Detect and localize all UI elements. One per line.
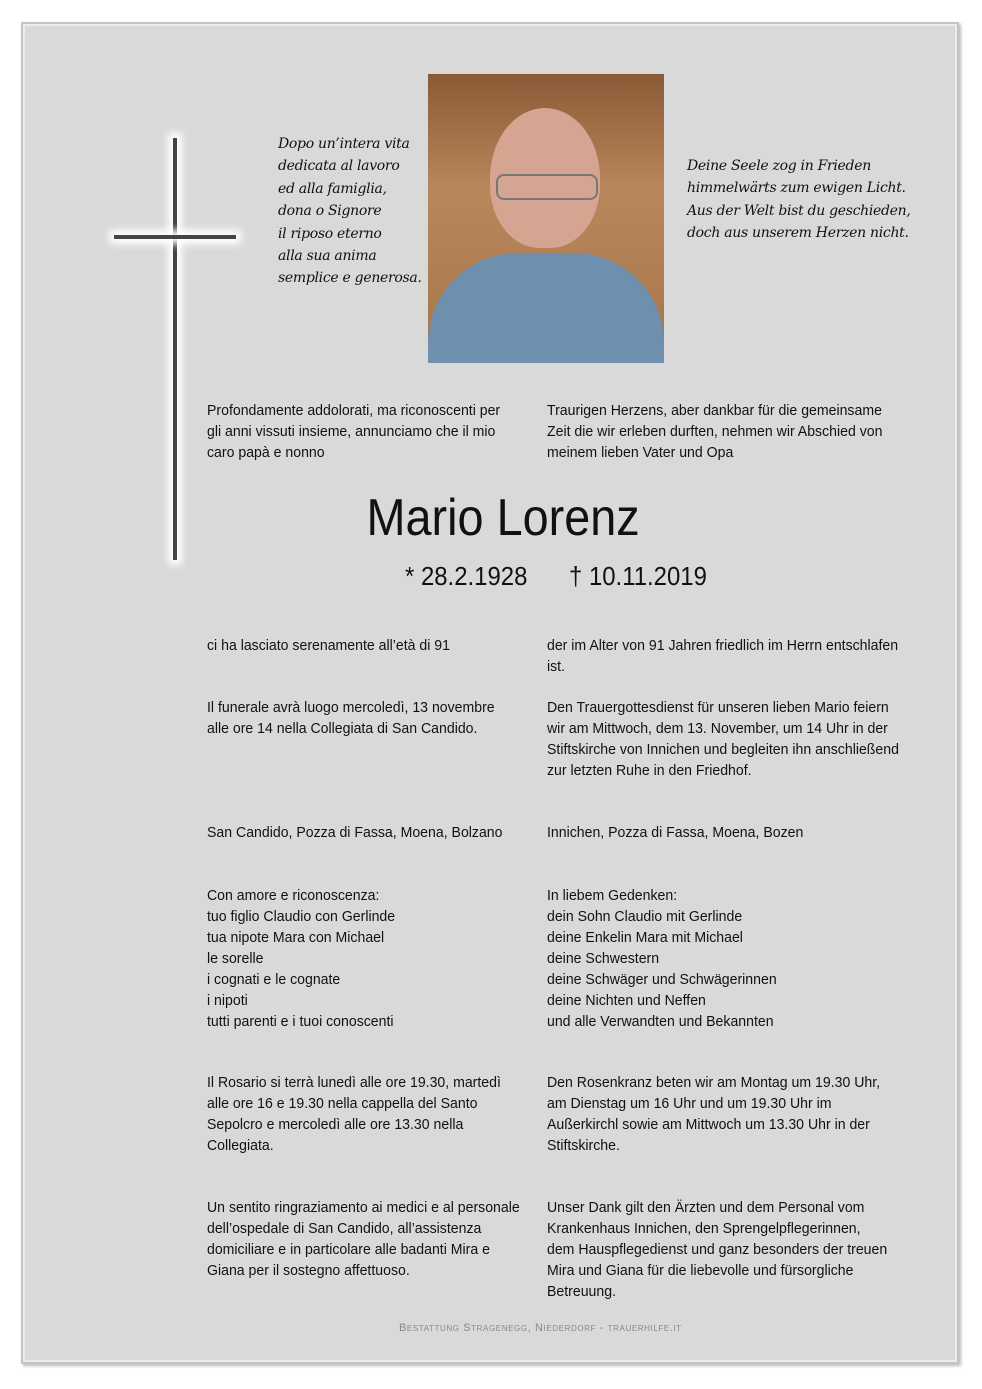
text-line: am Dienstag um 16 Uhr und um 19.30 Uhr im <box>547 1095 832 1112</box>
right-paragraph <box>547 635 898 677</box>
text-line: ist. <box>547 658 566 675</box>
text-line: alle ore 14 nella Collegiata di San Candido. <box>207 720 478 737</box>
text-line: domiciliare e in particolare alle badanti Mira e <box>207 1241 490 1258</box>
poem-italian <box>278 133 422 290</box>
poem_it-line: Dopo un’intera vita <box>278 136 410 152</box>
poem_it-line: dedicata al lavoro <box>278 158 400 175</box>
text-line: gli anni vissuti insieme, annunciamo che il mio <box>207 423 496 440</box>
left-paragraph <box>207 822 502 843</box>
text-line: dem Hauspflegedienst und ganz besonders der treuen <box>547 1241 888 1258</box>
text-line: Stiftskirche von Innichen und begleiten ihn anschließend <box>547 741 899 758</box>
poem_it-line: il riposo eterno <box>278 225 382 242</box>
poem_it-line: semplice e generosa. <box>278 270 422 287</box>
text-line: le sorelle <box>207 950 264 967</box>
text-line: tua nipote Mara con Michael <box>207 929 385 946</box>
text-line: Con amore e riconoscenza: <box>207 887 380 904</box>
text-line: Unser Dank gilt den Ärzten und dem Personal vom <box>547 1199 865 1216</box>
left-paragraph <box>207 635 450 656</box>
text-line: i nipoti <box>207 992 248 1009</box>
text-line: San Candido, Pozza di Fassa, Moena, Bolzano <box>207 824 503 841</box>
death-date: † 10.11.2019 <box>569 561 707 591</box>
right-paragraph <box>547 885 777 1032</box>
left-paragraph <box>207 885 395 1032</box>
text-line: deine Schwestern <box>547 950 660 967</box>
left-paragraph <box>207 697 495 739</box>
text-line: zur letzten Ruhe in den Friedhof. <box>547 762 752 779</box>
text-line: Il funerale avrà luogo mercoledì, 13 novembre <box>207 699 495 716</box>
text-line: Mira und Giana für die liebevolle und fürsorgliche <box>547 1262 854 1279</box>
deceased-name: Mario Lorenz <box>366 489 640 547</box>
text-line: Un sentito ringraziamento ai medici e al personale <box>207 1199 520 1216</box>
birth-date: * 28.2.1928 <box>405 561 528 591</box>
poem_it-line: ed alla famiglia, <box>278 180 387 197</box>
text-line: deine Enkelin Mara mit Michael <box>547 929 743 946</box>
text-line: Betreuung. <box>547 1283 616 1300</box>
right-paragraph <box>547 822 803 843</box>
right-paragraph <box>547 697 899 781</box>
text-line: Innichen, Pozza di Fassa, Moena, Bozen <box>547 824 804 841</box>
text-line: Krankenhaus Innichen, den Sprengelpflegerinnen, <box>547 1220 861 1237</box>
text-line: Zeit die wir erleben durften, nehmen wir Abschied von <box>547 423 883 440</box>
left-paragraph <box>207 400 500 463</box>
text-line: ci ha lasciato serenamente all’età di 91 <box>207 637 450 654</box>
text-line: In liebem Gedenken: <box>547 887 678 904</box>
text-line: i cognati e le cognate <box>207 971 341 988</box>
poem_de-line: Deine Seele zog in Frieden <box>687 158 871 174</box>
text-line: Il Rosario si terrà lunedì alle ore 19.30, martedì <box>207 1074 501 1091</box>
poem_de-line: doch aus unserem Herzen nicht. <box>687 225 909 242</box>
text-line: Traurigen Herzens, aber dankbar für die gemeinsame <box>547 402 882 419</box>
right-paragraph <box>547 1197 887 1302</box>
text-line: Giana per il sostegno affettuoso. <box>207 1262 410 1279</box>
poem_de-line: Aus der Welt bist du geschieden, <box>687 202 911 219</box>
text-line: dein Sohn Claudio mit Gerlinde <box>547 908 743 925</box>
text-line: Collegiata. <box>207 1137 274 1154</box>
text-line: deine Nichten und Neffen <box>547 992 706 1009</box>
text-line: deine Schwäger und Schwägerinnen <box>547 971 777 988</box>
right-paragraph <box>547 1072 880 1156</box>
text-line: Den Trauergottesdienst für unseren lieben Mario feiern <box>547 699 889 716</box>
text-line: caro papà e nonno <box>207 444 325 461</box>
poem-german <box>687 155 911 245</box>
right-paragraph <box>547 400 882 463</box>
text-line: alle ore 16 e 19.30 nella cappella del Santo <box>207 1095 478 1112</box>
portrait-photo <box>428 74 664 363</box>
text-line: und alle Verwandten und Bekannten <box>547 1013 774 1030</box>
text-line: Profondamente addolorati, ma riconoscenti per <box>207 402 501 419</box>
text-line: Den Rosenkranz beten wir am Montag um 19.30 Uhr, <box>547 1074 881 1091</box>
text-line: tuo figlio Claudio con Gerlinde <box>207 908 396 925</box>
text-line: Stiftskirche. <box>547 1137 620 1154</box>
poem_it-line: alla sua anima <box>278 248 377 265</box>
poem_it-line: dona o Signore <box>278 203 382 220</box>
text-line: der im Alter von 91 Jahren friedlich im Herrn entschlafen <box>547 637 899 654</box>
text-line: Außerkirchl sowie am Mittwoch um 13.30 Uhr in der <box>547 1116 870 1133</box>
poem_de-line: himmelwärts zum ewigen Licht. <box>687 180 906 197</box>
text-line: Sepolcro e mercoledì alle ore 13.30 nella <box>207 1116 464 1133</box>
left-paragraph <box>207 1197 520 1281</box>
text-line: meinem lieben Vater und Opa <box>547 444 734 461</box>
funeral-home-footer: Bestattung Stragenegg, Niederdorf - trauerhilfe.it <box>399 1322 682 1334</box>
text-line: tutti parenti e i tuoi conoscenti <box>207 1013 394 1030</box>
left-paragraph <box>207 1072 501 1156</box>
text-line: wir am Mittwoch, dem 13. November, um 14 Uhr in der <box>547 720 888 737</box>
text-line: dell’ospedale di San Candido, all’assistenza <box>207 1220 482 1237</box>
